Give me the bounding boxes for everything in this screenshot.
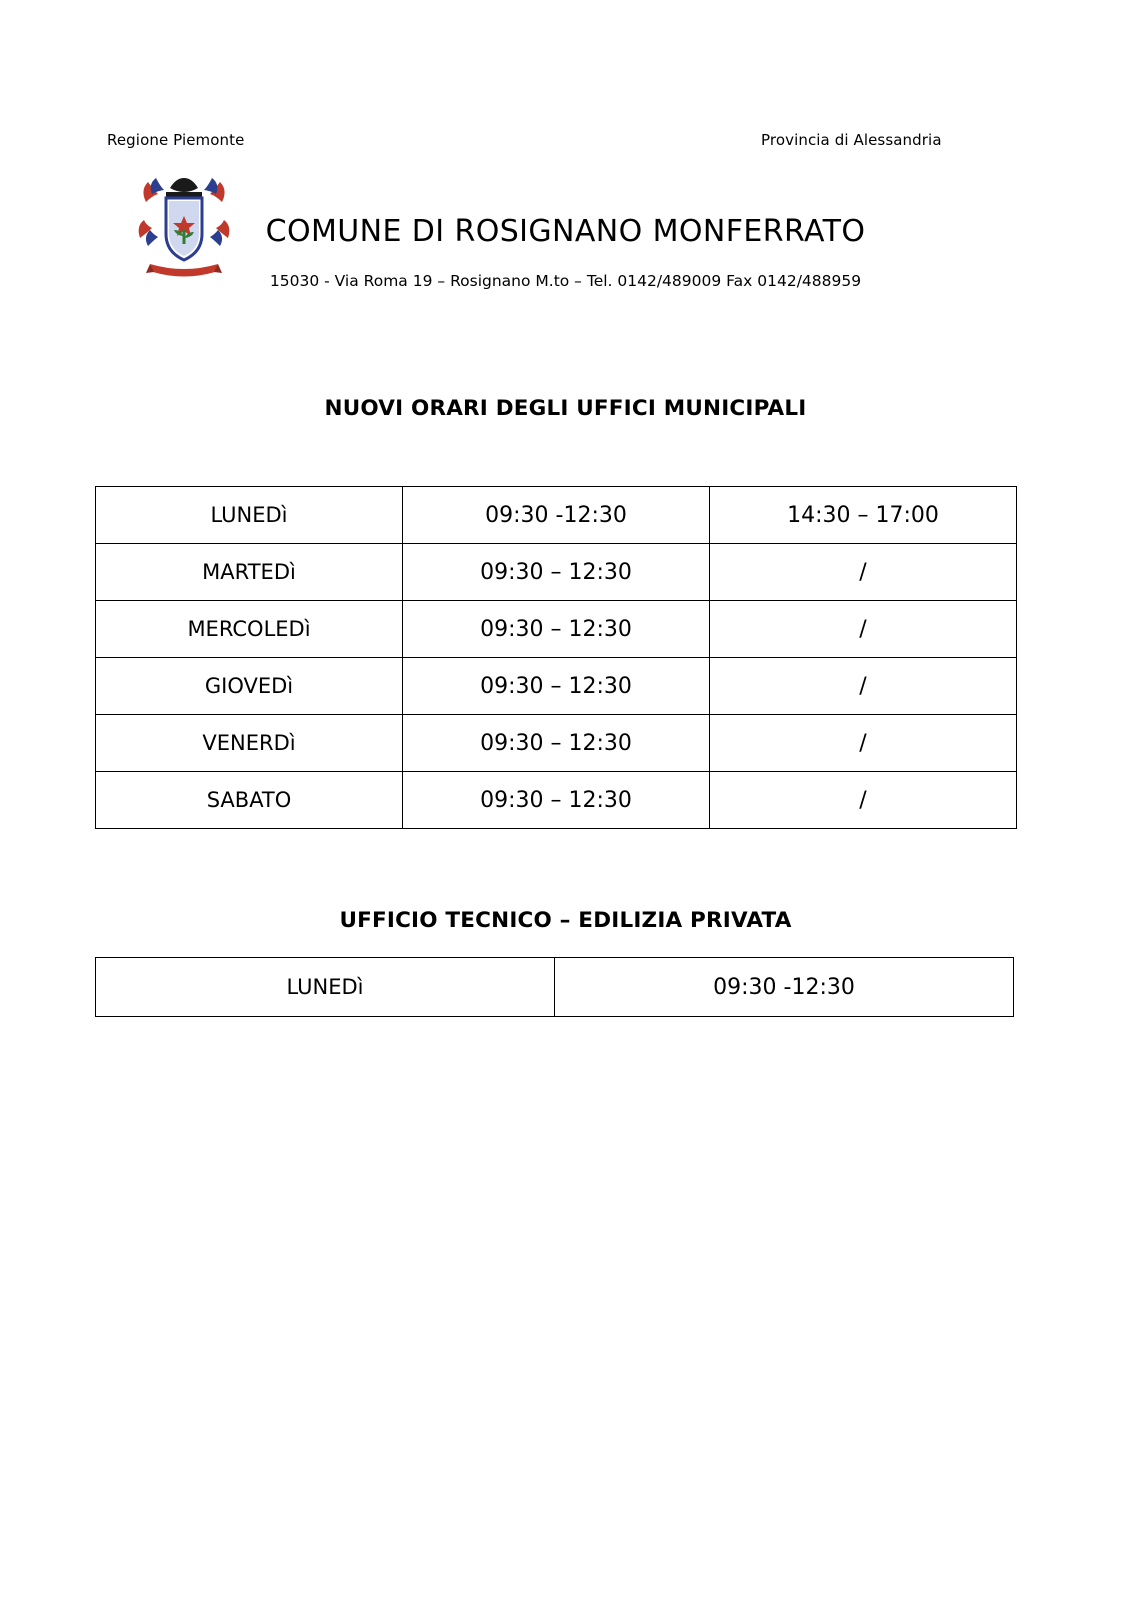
morning-hours: 09:30 – 12:30 — [403, 658, 710, 715]
page-title: COMUNE DI ROSIGNANO MONFERRATO — [265, 214, 866, 249]
page-subtitle-address: 15030 - Via Roma 19 – Rosignano M.to – Tel. 0142/489009 Fax 0142/488959 — [269, 272, 862, 290]
day-label: MARTEDì — [96, 544, 403, 601]
day-label: MERCOLEDì — [96, 601, 403, 658]
table-row — [96, 487, 1017, 544]
table-row — [96, 544, 1017, 601]
office-hours-table — [95, 486, 1017, 829]
day-label: GIOVEDì — [96, 658, 403, 715]
tecnico-hours-table — [95, 957, 1014, 1017]
table-row — [96, 658, 1017, 715]
main-section-heading: NUOVI ORARI DEGLI UFFICI MUNICIPALI — [324, 396, 807, 421]
tecnico-section-heading: UFFICIO TECNICO – EDILIZIA PRIVATA — [339, 908, 792, 933]
document-header — [0, 131, 1131, 151]
table-row — [96, 715, 1017, 772]
table-row — [96, 772, 1017, 829]
table-row — [96, 601, 1017, 658]
afternoon-hours: / — [710, 772, 1017, 829]
morning-hours: 09:30 – 12:30 — [403, 601, 710, 658]
day-label: LUNEDì — [96, 487, 403, 544]
morning-hours: 09:30 -12:30 — [555, 958, 1014, 1017]
table-row — [96, 958, 1014, 1017]
afternoon-hours: / — [710, 715, 1017, 772]
header-region-label: Regione Piemonte — [107, 131, 245, 149]
day-label: VENERDì — [96, 715, 403, 772]
afternoon-hours: / — [710, 544, 1017, 601]
day-label: SABATO — [96, 772, 403, 829]
afternoon-hours: / — [710, 658, 1017, 715]
day-label: LUNEDì — [96, 958, 555, 1017]
morning-hours: 09:30 – 12:30 — [403, 772, 710, 829]
morning-hours: 09:30 – 12:30 — [403, 715, 710, 772]
afternoon-hours: 14:30 – 17:00 — [710, 487, 1017, 544]
header-province-label: Provincia di Alessandria — [761, 131, 942, 149]
afternoon-hours: / — [710, 601, 1017, 658]
morning-hours: 09:30 – 12:30 — [403, 544, 710, 601]
morning-hours: 09:30 -12:30 — [403, 487, 710, 544]
